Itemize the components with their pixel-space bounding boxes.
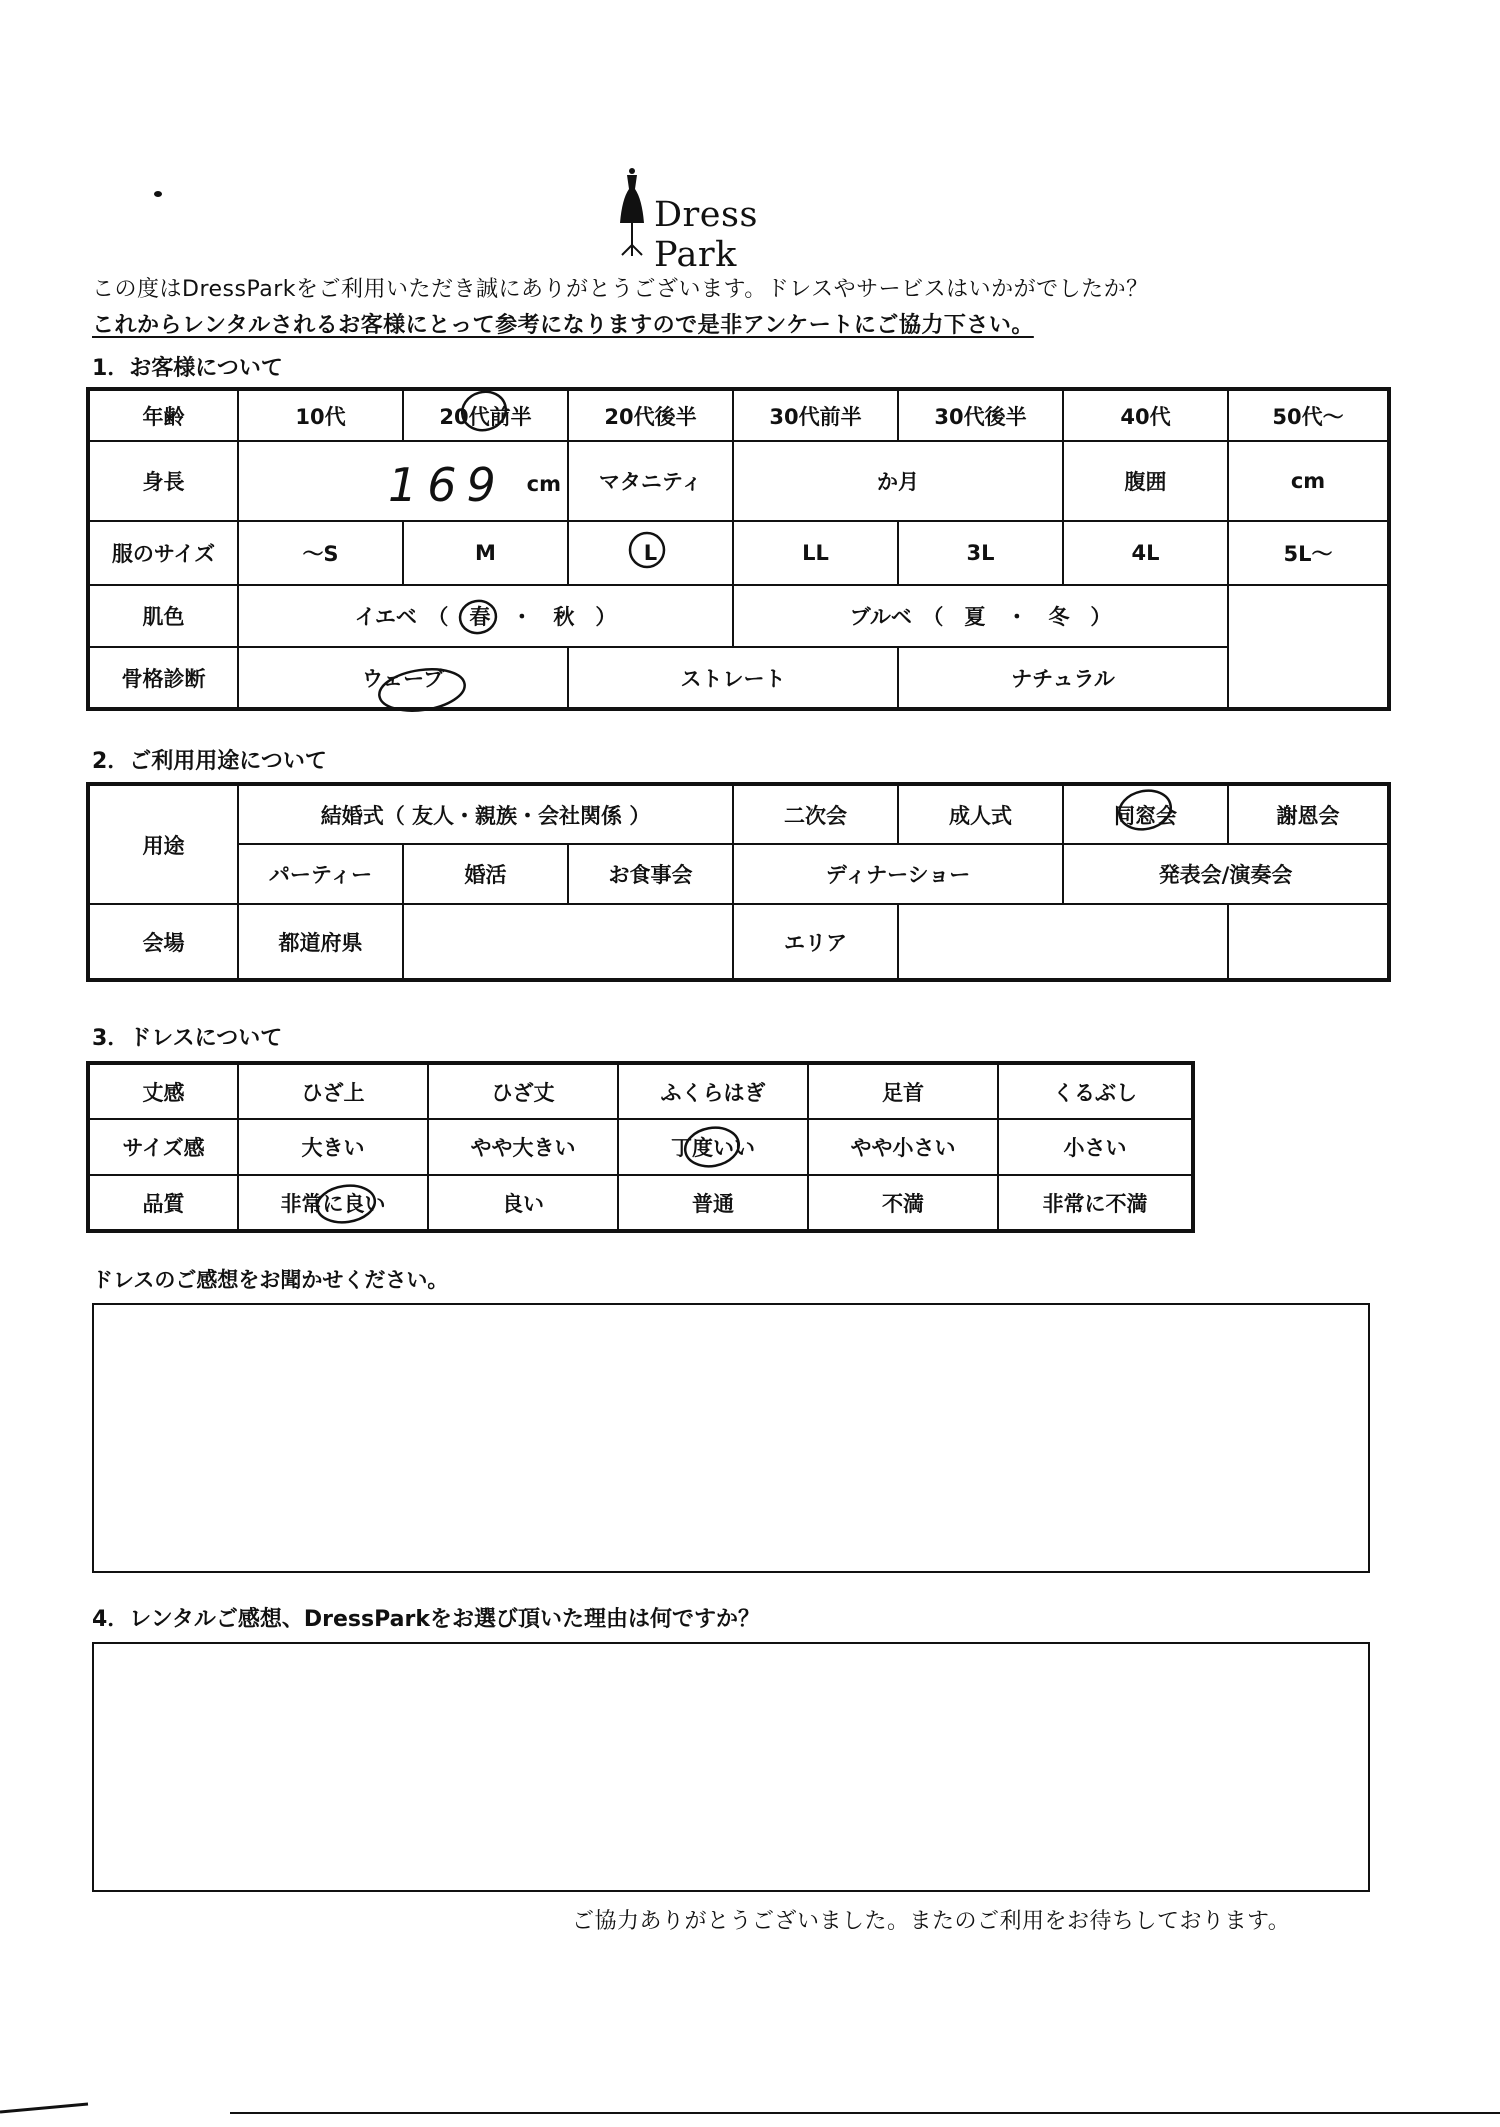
area-label: エリア xyxy=(733,904,898,980)
height-handwritten-value: 169 xyxy=(388,458,506,512)
purpose-option[interactable]: ディナーショー xyxy=(733,844,1063,904)
length-label: 丈感 xyxy=(88,1063,238,1119)
age-option[interactable]: 40代 xyxy=(1063,389,1228,441)
frame-option-selected[interactable]: ウェーブ xyxy=(238,647,568,709)
height-label: 身長 xyxy=(88,441,238,521)
size-option[interactable]: ～S xyxy=(238,521,403,585)
skin-blue-option[interactable]: ブルベ （ 夏 ・ 冬 ） xyxy=(733,585,1228,647)
purpose-option[interactable]: 成人式 xyxy=(898,784,1063,844)
frame-option[interactable]: ナチュラル xyxy=(898,647,1228,709)
purpose-option[interactable]: パーティー xyxy=(238,844,403,904)
blank-cell xyxy=(1228,647,1389,709)
brand-logo xyxy=(612,165,852,275)
length-option[interactable]: ひざ上 xyxy=(238,1063,428,1119)
size-option[interactable]: 5L～ xyxy=(1228,521,1389,585)
rental-comment-box[interactable] xyxy=(92,1642,1370,1892)
height-unit: cm xyxy=(526,472,561,496)
blank-cell xyxy=(1228,904,1389,980)
size-option[interactable]: 3L xyxy=(898,521,1063,585)
scan-edge-marks xyxy=(0,2104,1500,2113)
quality-option[interactable]: 非常に不満 xyxy=(998,1175,1193,1231)
size-option[interactable]: M xyxy=(403,521,568,585)
quality-option[interactable]: 普通 xyxy=(618,1175,808,1231)
fit-option[interactable]: やや小さい xyxy=(808,1119,998,1175)
purpose-option[interactable]: 謝恩会 xyxy=(1228,784,1389,844)
dress-comment-box[interactable] xyxy=(92,1303,1370,1573)
fit-option[interactable]: やや大きい xyxy=(428,1119,618,1175)
waist-field[interactable]: cm xyxy=(1228,441,1389,521)
venue-label: 会場 xyxy=(88,904,238,980)
fit-option[interactable]: 大きい xyxy=(238,1119,428,1175)
age-option[interactable]: 30代前半 xyxy=(733,389,898,441)
dress-form-icon xyxy=(612,165,652,257)
purpose-label: 用途 xyxy=(88,784,238,904)
quality-option[interactable]: 良い xyxy=(428,1175,618,1231)
dress-comment-prompt: ドレスのご感想をお聞かせください。 xyxy=(92,1268,449,1292)
purpose-option[interactable]: 二次会 xyxy=(733,784,898,844)
fit-label: サイズ感 xyxy=(88,1119,238,1175)
dress-table xyxy=(86,1061,1195,1233)
age-label: 年齢 xyxy=(88,389,238,441)
section1-title: 1．お客様について xyxy=(92,356,283,381)
size-option[interactable]: LL xyxy=(733,521,898,585)
purpose-wedding[interactable]: 結婚式（ 友人・親族・会社関係 ） xyxy=(238,784,733,844)
quality-label: 品質 xyxy=(88,1175,238,1231)
size-label: 服のサイズ xyxy=(88,521,238,585)
section4-title: 4．レンタルご感想、DressParkをお選び頂いた理由は何ですか？ xyxy=(92,1607,760,1632)
length-option[interactable]: ふくらはぎ xyxy=(618,1063,808,1119)
fit-option-selected[interactable]: 丁度いい xyxy=(618,1119,808,1175)
length-option[interactable]: ひざ丈 xyxy=(428,1063,618,1119)
skin-label: 肌色 xyxy=(88,585,238,647)
purpose-option[interactable]: お食事会 xyxy=(568,844,733,904)
age-option[interactable]: 20代後半 xyxy=(568,389,733,441)
prefecture-label: 都道府県 xyxy=(238,904,403,980)
prefecture-field[interactable] xyxy=(403,904,733,980)
brand-name: Dress Park xyxy=(654,195,758,275)
length-option[interactable]: 足首 xyxy=(808,1063,998,1119)
closing-thanks: ご協力ありがとうございました。またのご利用をお待ちしております。 xyxy=(572,1909,1291,1934)
purpose-option-selected[interactable]: 同窓会 xyxy=(1063,784,1228,844)
skin-yellow-option[interactable]: イエベ （ 春 ・ 秋 ） xyxy=(238,585,733,647)
age-option[interactable]: 50代～ xyxy=(1228,389,1389,441)
size-option-selected[interactable]: L xyxy=(568,521,733,585)
customer-info-table xyxy=(86,387,1391,711)
intro-request: これからレンタルされるお客様にとって参考になりますので是非アンケートにご協力下さい。 xyxy=(92,313,1034,338)
intro-text: この度はDressParkをご利用いただき誠にありがとうございます。ドレスやサービスはいかがでしたか？ xyxy=(92,277,1149,302)
length-option[interactable]: くるぶし xyxy=(998,1063,1193,1119)
maternity-field[interactable]: か月 xyxy=(733,441,1063,521)
frame-option[interactable]: ストレート xyxy=(568,647,898,709)
waist-label: 腹囲 xyxy=(1063,441,1228,521)
quality-option-selected[interactable]: 非常に良い xyxy=(238,1175,428,1231)
age-option[interactable]: 30代後半 xyxy=(898,389,1063,441)
quality-option[interactable]: 不満 xyxy=(808,1175,998,1231)
section2-title: 2．ご利用用途について xyxy=(92,749,327,774)
age-option[interactable]: 10代 xyxy=(238,389,403,441)
section3-title: 3．ドレスについて xyxy=(92,1026,283,1051)
scan-speck xyxy=(154,191,162,197)
purpose-option[interactable]: 婚活 xyxy=(403,844,568,904)
usage-table xyxy=(86,782,1391,982)
fit-option[interactable]: 小さい xyxy=(998,1119,1193,1175)
age-option-selected[interactable]: 20代前半 xyxy=(403,389,568,441)
frame-label: 骨格診断 xyxy=(88,647,238,709)
maternity-label: マタニティ xyxy=(568,441,733,521)
size-option[interactable]: 4L xyxy=(1063,521,1228,585)
purpose-option[interactable]: 発表会/演奏会 xyxy=(1063,844,1389,904)
area-field[interactable] xyxy=(898,904,1228,980)
blank-cell xyxy=(1228,585,1389,647)
